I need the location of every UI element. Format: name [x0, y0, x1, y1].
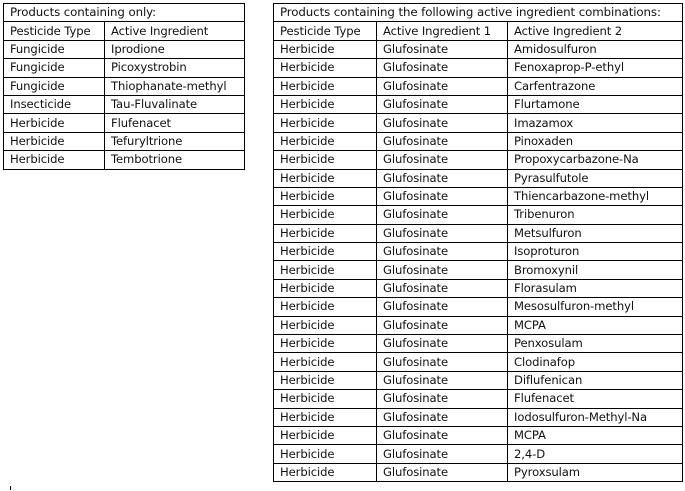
combination-table: [273, 3, 683, 482]
table-title-row: [274, 4, 683, 22]
table-cell: Herbicide: [274, 206, 377, 224]
table-row: [274, 408, 683, 426]
table-row: [4, 132, 245, 150]
table-cell: Flufenacet: [105, 114, 245, 132]
table-cell: Iodosulfuron-Methyl-Na: [508, 408, 683, 426]
table-row: [274, 279, 683, 297]
table-row: [274, 445, 683, 463]
table-row: [274, 169, 683, 187]
table-row: [274, 243, 683, 261]
table-cell: Herbicide: [274, 224, 377, 242]
table-row: [274, 77, 683, 95]
table-cell: Glufosinate: [377, 279, 508, 297]
column-header: Active Ingredient 2: [508, 22, 683, 40]
table-header-row: [274, 22, 683, 40]
table-row: [4, 77, 245, 95]
table-row: [274, 95, 683, 113]
table-cell: Herbicide: [274, 426, 377, 444]
table-row: [4, 114, 245, 132]
table-cell: Tembotrione: [105, 151, 245, 169]
table-cell: Carfentrazone: [508, 77, 683, 95]
table-cell: Glufosinate: [377, 463, 508, 481]
table-cell: Herbicide: [274, 279, 377, 297]
column-header: Pesticide Type: [4, 22, 105, 40]
table-cell: Pinoxaden: [508, 132, 683, 150]
table-cell: Herbicide: [274, 114, 377, 132]
table-cell: Flufenacet: [508, 390, 683, 408]
table-cell: Tefuryltrione: [105, 132, 245, 150]
table-cell: Herbicide: [274, 187, 377, 205]
table-cell: Pyroxsulam: [508, 463, 683, 481]
table-cell: Isoproturon: [508, 243, 683, 261]
table-cell: Glufosinate: [377, 59, 508, 77]
table-cell: Herbicide: [274, 59, 377, 77]
table-cell: Penxosulam: [508, 335, 683, 353]
table-header-row: [4, 22, 245, 40]
table-cell: Herbicide: [274, 316, 377, 334]
table-row: [274, 59, 683, 77]
single-ingredient-table: [3, 3, 245, 170]
table-cell: MCPA: [508, 426, 683, 444]
table-cell: Herbicide: [274, 445, 377, 463]
table-row: [274, 132, 683, 150]
table-row: [274, 353, 683, 371]
table-cell: Glufosinate: [377, 408, 508, 426]
table-cell: Herbicide: [274, 463, 377, 481]
table-cell: Glufosinate: [377, 445, 508, 463]
table-row: [274, 261, 683, 279]
table-cell: Mesosulfuron-methyl: [508, 298, 683, 316]
table-row: [4, 40, 245, 58]
table-cell: Glufosinate: [377, 187, 508, 205]
table-row: [274, 390, 683, 408]
table-cell: Glufosinate: [377, 353, 508, 371]
table-cell: Herbicide: [274, 169, 377, 187]
table-row: [274, 426, 683, 444]
table-cell: Herbicide: [274, 243, 377, 261]
table-cell: Herbicide: [4, 132, 105, 150]
table-cell: Glufosinate: [377, 390, 508, 408]
table-row: [274, 40, 683, 58]
table-cell: Insecticide: [4, 95, 105, 113]
table-row: [4, 59, 245, 77]
table-cell: Thiencarbazone-methyl: [508, 187, 683, 205]
table-cell: Glufosinate: [377, 426, 508, 444]
table-cell: Flurtamone: [508, 95, 683, 113]
table-cell: Glufosinate: [377, 335, 508, 353]
table-cell: Diflufenican: [508, 371, 683, 389]
table-cell: Fungicide: [4, 40, 105, 58]
table-cell: Herbicide: [274, 151, 377, 169]
table-cell: Herbicide: [274, 390, 377, 408]
table-cell: MCPA: [508, 316, 683, 334]
table-cell: Glufosinate: [377, 77, 508, 95]
table-cell: Herbicide: [274, 298, 377, 316]
column-header: Active Ingredient 1: [377, 22, 508, 40]
text-cursor-mark: [10, 486, 11, 490]
table-title: Products containing only:: [4, 4, 245, 22]
table-cell: Glufosinate: [377, 114, 508, 132]
table-row: [274, 151, 683, 169]
table-cell: Tribenuron: [508, 206, 683, 224]
table-row: [274, 335, 683, 353]
table-cell: Glufosinate: [377, 95, 508, 113]
table-cell: Herbicide: [274, 132, 377, 150]
table-title-row: [4, 4, 245, 22]
table-cell: Amidosulfuron: [508, 40, 683, 58]
table-cell: Glufosinate: [377, 40, 508, 58]
column-header: Active Ingredient: [105, 22, 245, 40]
table-row: [4, 151, 245, 169]
table-title: Products containing the following active ingredient combinations:: [274, 4, 683, 22]
table-cell: Thiophanate-methyl: [105, 77, 245, 95]
table-row: [274, 298, 683, 316]
table-cell: Glufosinate: [377, 261, 508, 279]
table-cell: Glufosinate: [377, 243, 508, 261]
table-cell: Glufosinate: [377, 316, 508, 334]
table-cell: Glufosinate: [377, 132, 508, 150]
table-cell: 2,4-D: [508, 445, 683, 463]
table-cell: Clodinafop: [508, 353, 683, 371]
table-cell: Herbicide: [274, 408, 377, 426]
table-cell: Fenoxaprop-P-ethyl: [508, 59, 683, 77]
table-cell: Tau-Fluvalinate: [105, 95, 245, 113]
table-cell: Bromoxynil: [508, 261, 683, 279]
table-row: [4, 95, 245, 113]
table-row: [274, 316, 683, 334]
table-cell: Metsulfuron: [508, 224, 683, 242]
table-cell: Herbicide: [4, 114, 105, 132]
table-cell: Florasulam: [508, 279, 683, 297]
table-cell: Herbicide: [274, 77, 377, 95]
table-cell: Herbicide: [274, 40, 377, 58]
table-cell: Herbicide: [274, 95, 377, 113]
table-cell: Herbicide: [274, 335, 377, 353]
table-cell: Fungicide: [4, 77, 105, 95]
table-row: [274, 206, 683, 224]
table-cell: Herbicide: [274, 353, 377, 371]
table-cell: Propoxycarbazone-Na: [508, 151, 683, 169]
table-row: [274, 114, 683, 132]
table-cell: Glufosinate: [377, 206, 508, 224]
table-row: [274, 463, 683, 481]
column-header: Pesticide Type: [274, 22, 377, 40]
table-cell: Imazamox: [508, 114, 683, 132]
table-cell: Glufosinate: [377, 151, 508, 169]
table-cell: Glufosinate: [377, 169, 508, 187]
table-cell: Glufosinate: [377, 224, 508, 242]
table-row: [274, 371, 683, 389]
table-cell: Picoxystrobin: [105, 59, 245, 77]
table-row: [274, 187, 683, 205]
table-cell: Herbicide: [274, 261, 377, 279]
table-cell: Iprodione: [105, 40, 245, 58]
table-cell: Fungicide: [4, 59, 105, 77]
table-cell: Glufosinate: [377, 371, 508, 389]
table-cell: Glufosinate: [377, 298, 508, 316]
table-cell: Pyrasulfutole: [508, 169, 683, 187]
table-cell: Herbicide: [274, 371, 377, 389]
table-cell: Herbicide: [4, 151, 105, 169]
table-row: [274, 224, 683, 242]
